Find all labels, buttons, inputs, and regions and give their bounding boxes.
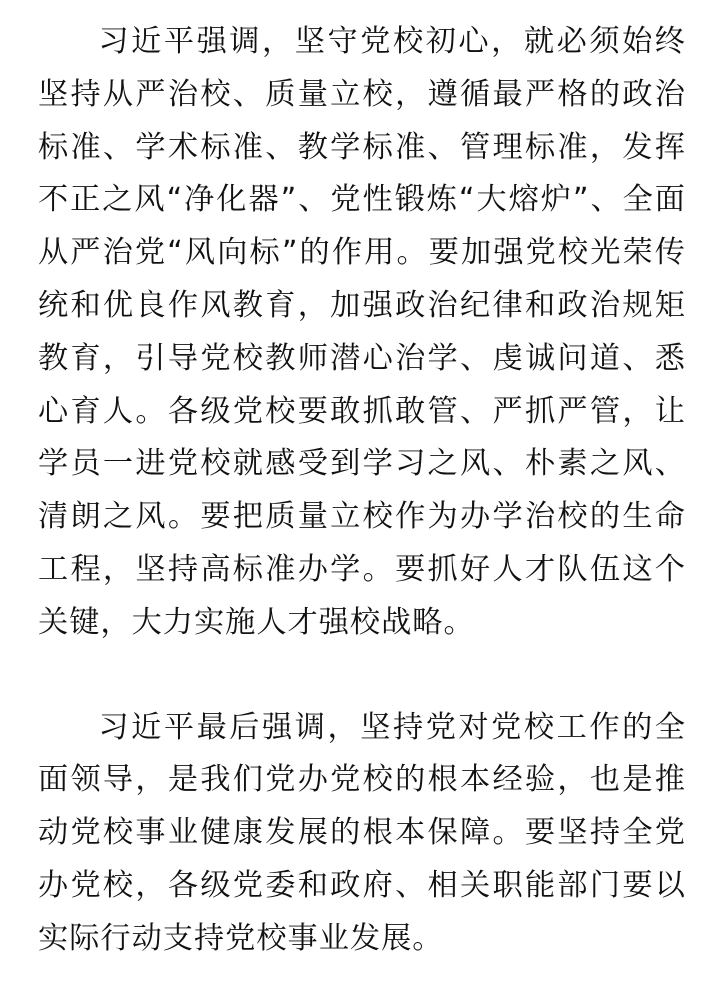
article-paragraph-1: 习近平强调，坚守党校初心，就必须始终坚持从严治校、质量立校，遵循最严格的政治标准、学术标准、教学标准、管理标准，发挥不正之风“净化器”、党性锻炼“大熔炉”、全面从严治党“风向标”的作用。要加强党校光荣传统和优良作风教育，加强政治纪律和政治规矩教育，引导党校教师潜心治学、虔诚问道、悉心育人。各级党校要敢抓敢管、严抓严管，让学员一进党校就感受到学习之风、朴素之风、清朗之风。要把质量立校作为办学治校的生命工程，坚持高标准办学。要抓好人才队伍这个关键，大力实施人才强校战略。: [38, 24, 686, 640]
article-body: [38, 16, 686, 966]
article-paragraph-2: 习近平最后强调，坚持党对党校工作的全面领导，是我们党办党校的根本经验，也是推动党校事业健康发展的根本保障。要坚持全党办党校，各级党委和政府、相关职能部门要以实际行动支持党校事业发展。: [38, 709, 686, 956]
